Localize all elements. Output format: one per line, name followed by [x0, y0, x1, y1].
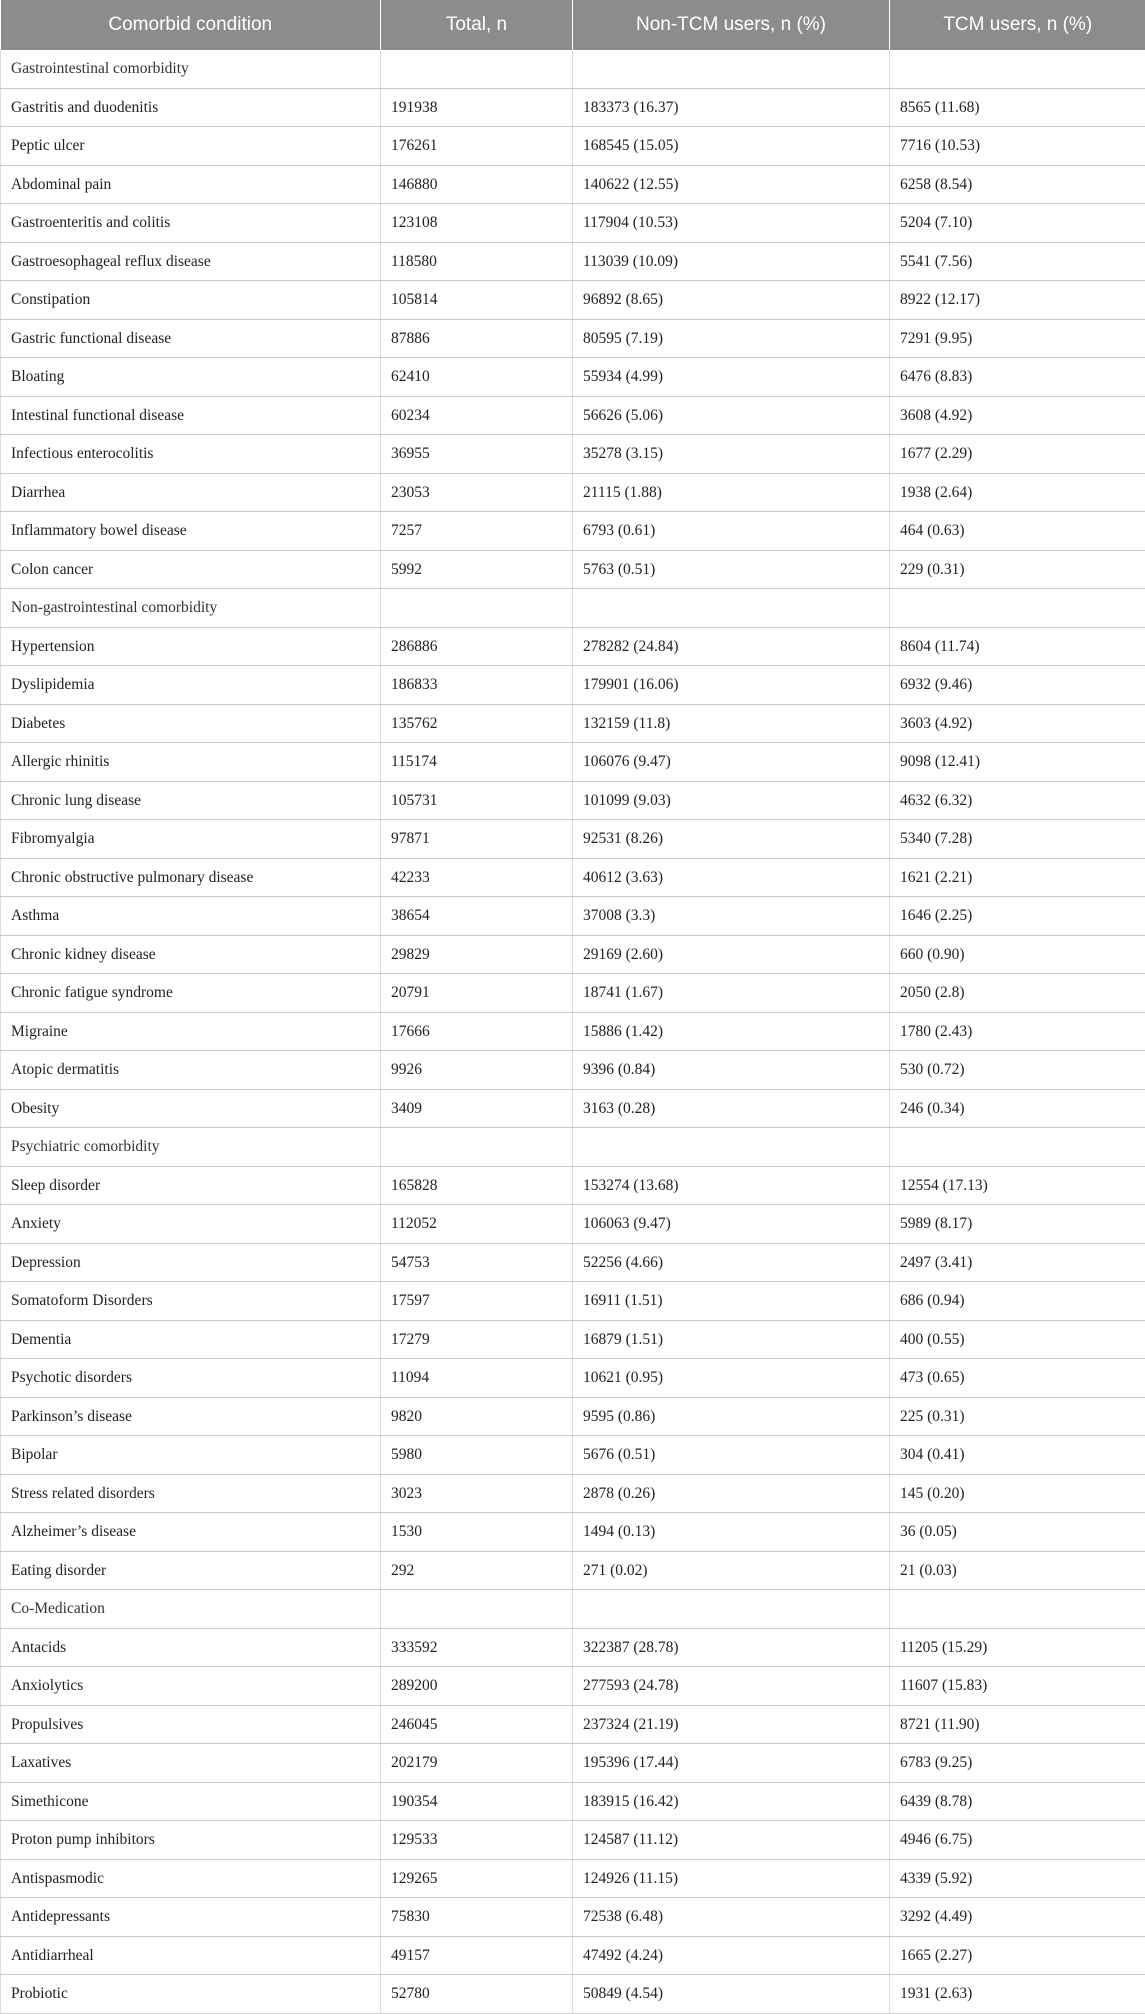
cell-non-tcm: 6793 (0.61)	[573, 512, 890, 551]
cell-condition: Inflammatory bowel disease	[1, 512, 381, 551]
cell-tcm: 246 (0.34)	[890, 1089, 1145, 1128]
cell-total: 105814	[381, 281, 573, 320]
cell-condition: Psychotic disorders	[1, 1359, 381, 1398]
cell-non-tcm: 16879 (1.51)	[573, 1320, 890, 1359]
cell-total: 38654	[381, 897, 573, 936]
table-row	[1, 666, 1145, 705]
cell-tcm: 686 (0.94)	[890, 1282, 1145, 1321]
cell-non-tcm: 10621 (0.95)	[573, 1359, 890, 1398]
cell-total: 123108	[381, 204, 573, 243]
cell-non-tcm: 96892 (8.65)	[573, 281, 890, 320]
table-row	[1, 1243, 1145, 1282]
cell-tcm: 2050 (2.8)	[890, 974, 1145, 1013]
cell-condition: Dyslipidemia	[1, 666, 381, 705]
cell-condition: Bipolar	[1, 1436, 381, 1475]
cell-non-tcm: 113039 (10.09)	[573, 242, 890, 281]
table-row	[1, 974, 1145, 1013]
cell-total	[381, 1590, 573, 1629]
cell-non-tcm: 56626 (5.06)	[573, 396, 890, 435]
cell-tcm: 2497 (3.41)	[890, 1243, 1145, 1282]
cell-non-tcm: 35278 (3.15)	[573, 435, 890, 474]
cell-non-tcm	[573, 1128, 890, 1167]
table-row	[1, 242, 1145, 281]
cell-non-tcm: 183373 (16.37)	[573, 88, 890, 127]
table-row	[1, 858, 1145, 897]
cell-total: 186833	[381, 666, 573, 705]
cell-condition: Peptic ulcer	[1, 127, 381, 166]
cell-condition: Dementia	[1, 1320, 381, 1359]
cell-tcm: 6783 (9.25)	[890, 1744, 1145, 1783]
cell-tcm: 4339 (5.92)	[890, 1859, 1145, 1898]
cell-tcm: 3292 (4.49)	[890, 1898, 1145, 1937]
cell-total: 23053	[381, 473, 573, 512]
table-row	[1, 1397, 1145, 1436]
cell-non-tcm: 1494 (0.13)	[573, 1513, 890, 1552]
cell-non-tcm: 9396 (0.84)	[573, 1051, 890, 1090]
cell-condition: Asthma	[1, 897, 381, 936]
cell-condition: Intestinal functional disease	[1, 396, 381, 435]
cell-tcm: 6932 (9.46)	[890, 666, 1145, 705]
cell-total: 333592	[381, 1628, 573, 1667]
cell-condition: Gastrointestinal comorbidity	[1, 50, 381, 88]
cell-non-tcm: 47492 (4.24)	[573, 1936, 890, 1975]
cell-condition: Probiotic	[1, 1975, 381, 2014]
cell-non-tcm: 168545 (15.05)	[573, 127, 890, 166]
cell-non-tcm: 140622 (12.55)	[573, 165, 890, 204]
cell-total: 165828	[381, 1166, 573, 1205]
table-row	[1, 435, 1145, 474]
cell-total: 17279	[381, 1320, 573, 1359]
table-row	[1, 1320, 1145, 1359]
cell-total: 75830	[381, 1898, 573, 1937]
table-row	[1, 1474, 1145, 1513]
table-row	[1, 935, 1145, 974]
cell-tcm: 1646 (2.25)	[890, 897, 1145, 936]
cell-non-tcm: 179901 (16.06)	[573, 666, 890, 705]
table-row	[1, 1359, 1145, 1398]
column-header-condition: Comorbid condition	[1, 0, 381, 50]
cell-total: 42233	[381, 858, 573, 897]
cell-total: 87886	[381, 319, 573, 358]
cell-non-tcm: 29169 (2.60)	[573, 935, 890, 974]
cell-non-tcm: 21115 (1.88)	[573, 473, 890, 512]
cell-total: 105731	[381, 781, 573, 820]
section-header-row	[1, 1590, 1145, 1629]
cell-non-tcm: 322387 (28.78)	[573, 1628, 890, 1667]
cell-tcm: 12554 (17.13)	[890, 1166, 1145, 1205]
cell-condition: Chronic kidney disease	[1, 935, 381, 974]
table-row	[1, 1705, 1145, 1744]
table-row	[1, 1936, 1145, 1975]
cell-total: 9820	[381, 1397, 573, 1436]
cell-non-tcm	[573, 589, 890, 628]
cell-total: 146880	[381, 165, 573, 204]
cell-non-tcm: 195396 (17.44)	[573, 1744, 890, 1783]
cell-tcm	[890, 589, 1145, 628]
cell-tcm: 9098 (12.41)	[890, 743, 1145, 782]
cell-non-tcm: 16911 (1.51)	[573, 1282, 890, 1321]
cell-condition: Hypertension	[1, 627, 381, 666]
header-row	[1, 0, 1145, 50]
table-row	[1, 1975, 1145, 2014]
table-row	[1, 88, 1145, 127]
cell-condition: Sleep disorder	[1, 1166, 381, 1205]
cell-total: 97871	[381, 820, 573, 859]
section-header-row	[1, 1128, 1145, 1167]
cell-condition: Gastroenteritis and colitis	[1, 204, 381, 243]
column-header-tcm: TCM users, n (%)	[890, 0, 1145, 50]
cell-tcm: 1780 (2.43)	[890, 1012, 1145, 1051]
cell-condition: Anxiolytics	[1, 1667, 381, 1706]
table-row	[1, 1898, 1145, 1937]
cell-condition: Atopic dermatitis	[1, 1051, 381, 1090]
cell-condition: Allergic rhinitis	[1, 743, 381, 782]
cell-tcm: 464 (0.63)	[890, 512, 1145, 551]
cell-tcm: 3608 (4.92)	[890, 396, 1145, 435]
cell-total: 3023	[381, 1474, 573, 1513]
cell-total: 246045	[381, 1705, 573, 1744]
cell-non-tcm	[573, 1590, 890, 1629]
cell-tcm: 6439 (8.78)	[890, 1782, 1145, 1821]
cell-total: 202179	[381, 1744, 573, 1783]
cell-non-tcm: 117904 (10.53)	[573, 204, 890, 243]
cell-total: 17666	[381, 1012, 573, 1051]
cell-tcm	[890, 1590, 1145, 1629]
cell-non-tcm: 37008 (3.3)	[573, 897, 890, 936]
cell-tcm: 1677 (2.29)	[890, 435, 1145, 474]
cell-condition: Abdominal pain	[1, 165, 381, 204]
table-row	[1, 743, 1145, 782]
cell-non-tcm: 153274 (13.68)	[573, 1166, 890, 1205]
cell-non-tcm: 5763 (0.51)	[573, 550, 890, 589]
table-row	[1, 512, 1145, 551]
section-header-row	[1, 589, 1145, 628]
cell-non-tcm: 80595 (7.19)	[573, 319, 890, 358]
cell-total: 5980	[381, 1436, 573, 1475]
table-row	[1, 1628, 1145, 1667]
cell-condition: Chronic fatigue syndrome	[1, 974, 381, 1013]
cell-non-tcm: 101099 (9.03)	[573, 781, 890, 820]
column-header-non-tcm: Non-TCM users, n (%)	[573, 0, 890, 50]
cell-tcm: 145 (0.20)	[890, 1474, 1145, 1513]
cell-non-tcm: 124926 (11.15)	[573, 1859, 890, 1898]
cell-condition: Alzheimer’s disease	[1, 1513, 381, 1552]
table-row	[1, 127, 1145, 166]
section-header-row	[1, 50, 1145, 88]
cell-total: 52780	[381, 1975, 573, 2014]
cell-total: 115174	[381, 743, 573, 782]
table-row	[1, 1821, 1145, 1860]
cell-total: 176261	[381, 127, 573, 166]
table-row	[1, 1012, 1145, 1051]
cell-total: 62410	[381, 358, 573, 397]
table-row	[1, 1782, 1145, 1821]
table-row	[1, 1513, 1145, 1552]
table-row	[1, 281, 1145, 320]
cell-condition: Infectious enterocolitis	[1, 435, 381, 474]
cell-condition: Laxatives	[1, 1744, 381, 1783]
cell-non-tcm: 72538 (6.48)	[573, 1898, 890, 1937]
cell-total: 7257	[381, 512, 573, 551]
table-row	[1, 1436, 1145, 1475]
cell-condition: Somatoform Disorders	[1, 1282, 381, 1321]
cell-tcm: 8721 (11.90)	[890, 1705, 1145, 1744]
cell-non-tcm: 237324 (21.19)	[573, 1705, 890, 1744]
cell-total: 286886	[381, 627, 573, 666]
cell-non-tcm: 18741 (1.67)	[573, 974, 890, 1013]
cell-tcm: 4946 (6.75)	[890, 1821, 1145, 1860]
cell-non-tcm: 92531 (8.26)	[573, 820, 890, 859]
cell-total: 29829	[381, 935, 573, 974]
cell-total: 289200	[381, 1667, 573, 1706]
cell-condition: Diabetes	[1, 704, 381, 743]
cell-non-tcm: 3163 (0.28)	[573, 1089, 890, 1128]
cell-condition: Proton pump inhibitors	[1, 1821, 381, 1860]
cell-total	[381, 50, 573, 88]
table-row	[1, 1744, 1145, 1783]
cell-condition: Antidepressants	[1, 1898, 381, 1937]
table-row	[1, 1051, 1145, 1090]
cell-non-tcm: 106076 (9.47)	[573, 743, 890, 782]
cell-condition: Chronic obstructive pulmonary disease	[1, 858, 381, 897]
cell-total: 36955	[381, 435, 573, 474]
cell-condition: Gastritis and duodenitis	[1, 88, 381, 127]
cell-condition: Gastroesophageal reflux disease	[1, 242, 381, 281]
cell-non-tcm: 5676 (0.51)	[573, 1436, 890, 1475]
cell-condition: Non-gastrointestinal comorbidity	[1, 589, 381, 628]
cell-non-tcm: 55934 (4.99)	[573, 358, 890, 397]
table-row	[1, 1166, 1145, 1205]
cell-tcm: 229 (0.31)	[890, 550, 1145, 589]
cell-tcm: 7291 (9.95)	[890, 319, 1145, 358]
table-row	[1, 1859, 1145, 1898]
cell-condition: Bloating	[1, 358, 381, 397]
cell-tcm: 660 (0.90)	[890, 935, 1145, 974]
cell-tcm	[890, 1128, 1145, 1167]
table-row	[1, 897, 1145, 936]
cell-total: 1530	[381, 1513, 573, 1552]
cell-condition: Constipation	[1, 281, 381, 320]
table-row	[1, 627, 1145, 666]
cell-total: 3409	[381, 1089, 573, 1128]
cell-tcm: 4632 (6.32)	[890, 781, 1145, 820]
table-row	[1, 319, 1145, 358]
table-row	[1, 204, 1145, 243]
cell-condition: Obesity	[1, 1089, 381, 1128]
cell-tcm: 5989 (8.17)	[890, 1205, 1145, 1244]
cell-total: 118580	[381, 242, 573, 281]
cell-condition: Propulsives	[1, 1705, 381, 1744]
cell-condition: Parkinson’s disease	[1, 1397, 381, 1436]
cell-non-tcm: 106063 (9.47)	[573, 1205, 890, 1244]
cell-tcm: 8565 (11.68)	[890, 88, 1145, 127]
cell-non-tcm: 40612 (3.63)	[573, 858, 890, 897]
cell-total: 5992	[381, 550, 573, 589]
cell-non-tcm: 15886 (1.42)	[573, 1012, 890, 1051]
cell-tcm: 3603 (4.92)	[890, 704, 1145, 743]
cell-non-tcm: 278282 (24.84)	[573, 627, 890, 666]
cell-condition: Anxiety	[1, 1205, 381, 1244]
cell-tcm: 1621 (2.21)	[890, 858, 1145, 897]
cell-total: 190354	[381, 1782, 573, 1821]
cell-tcm: 304 (0.41)	[890, 1436, 1145, 1475]
cell-total: 191938	[381, 88, 573, 127]
cell-total: 60234	[381, 396, 573, 435]
cell-tcm: 5541 (7.56)	[890, 242, 1145, 281]
cell-tcm: 6476 (8.83)	[890, 358, 1145, 397]
cell-total: 292	[381, 1551, 573, 1590]
cell-total: 54753	[381, 1243, 573, 1282]
cell-non-tcm: 2878 (0.26)	[573, 1474, 890, 1513]
cell-tcm: 473 (0.65)	[890, 1359, 1145, 1398]
cell-condition: Co-Medication	[1, 1590, 381, 1629]
cell-non-tcm: 277593 (24.78)	[573, 1667, 890, 1706]
cell-tcm: 7716 (10.53)	[890, 127, 1145, 166]
cell-condition: Psychiatric comorbidity	[1, 1128, 381, 1167]
table-row	[1, 820, 1145, 859]
cell-tcm: 1665 (2.27)	[890, 1936, 1145, 1975]
cell-condition: Depression	[1, 1243, 381, 1282]
cell-total: 20791	[381, 974, 573, 1013]
cell-condition: Chronic lung disease	[1, 781, 381, 820]
cell-condition: Stress related disorders	[1, 1474, 381, 1513]
column-header-total: Total, n	[381, 0, 573, 50]
cell-condition: Eating disorder	[1, 1551, 381, 1590]
cell-total: 135762	[381, 704, 573, 743]
table-row	[1, 550, 1145, 589]
cell-non-tcm: 132159 (11.8)	[573, 704, 890, 743]
cell-tcm: 5340 (7.28)	[890, 820, 1145, 859]
cell-tcm: 8922 (12.17)	[890, 281, 1145, 320]
cell-tcm: 5204 (7.10)	[890, 204, 1145, 243]
cell-total: 49157	[381, 1936, 573, 1975]
cell-condition: Colon cancer	[1, 550, 381, 589]
table-header	[1, 0, 1145, 50]
cell-non-tcm: 52256 (4.66)	[573, 1243, 890, 1282]
cell-total	[381, 1128, 573, 1167]
cell-non-tcm: 183915 (16.42)	[573, 1782, 890, 1821]
cell-total: 11094	[381, 1359, 573, 1398]
cell-tcm: 530 (0.72)	[890, 1051, 1145, 1090]
cell-total: 129533	[381, 1821, 573, 1860]
cell-condition: Simethicone	[1, 1782, 381, 1821]
table-row	[1, 358, 1145, 397]
table-row	[1, 1205, 1145, 1244]
cell-tcm: 8604 (11.74)	[890, 627, 1145, 666]
table-row	[1, 1282, 1145, 1321]
table-row	[1, 1667, 1145, 1706]
cell-condition: Diarrhea	[1, 473, 381, 512]
cell-condition: Antidiarrheal	[1, 1936, 381, 1975]
cell-tcm: 21 (0.03)	[890, 1551, 1145, 1590]
cell-total	[381, 589, 573, 628]
table-row	[1, 165, 1145, 204]
cell-condition: Migraine	[1, 1012, 381, 1051]
cell-tcm: 36 (0.05)	[890, 1513, 1145, 1552]
cell-tcm: 1931 (2.63)	[890, 1975, 1145, 2014]
cell-non-tcm	[573, 50, 890, 88]
cell-tcm: 11205 (15.29)	[890, 1628, 1145, 1667]
cell-tcm: 11607 (15.83)	[890, 1667, 1145, 1706]
cell-non-tcm: 50849 (4.54)	[573, 1975, 890, 2014]
table-row	[1, 1551, 1145, 1590]
table-row	[1, 781, 1145, 820]
cell-non-tcm: 271 (0.02)	[573, 1551, 890, 1590]
cell-tcm: 400 (0.55)	[890, 1320, 1145, 1359]
cell-condition: Fibromyalgia	[1, 820, 381, 859]
cell-non-tcm: 9595 (0.86)	[573, 1397, 890, 1436]
cell-tcm: 1938 (2.64)	[890, 473, 1145, 512]
cell-condition: Antispasmodic	[1, 1859, 381, 1898]
cell-total: 112052	[381, 1205, 573, 1244]
table-row	[1, 396, 1145, 435]
cell-condition: Gastric functional disease	[1, 319, 381, 358]
table-row	[1, 704, 1145, 743]
cell-tcm: 6258 (8.54)	[890, 165, 1145, 204]
cell-total: 9926	[381, 1051, 573, 1090]
cell-total: 17597	[381, 1282, 573, 1321]
cell-condition: Antacids	[1, 1628, 381, 1667]
cell-total: 129265	[381, 1859, 573, 1898]
table-row	[1, 473, 1145, 512]
cell-tcm	[890, 50, 1145, 88]
table-body	[1, 50, 1145, 2013]
cell-tcm: 225 (0.31)	[890, 1397, 1145, 1436]
table-row	[1, 1089, 1145, 1128]
cell-non-tcm: 124587 (11.12)	[573, 1821, 890, 1860]
